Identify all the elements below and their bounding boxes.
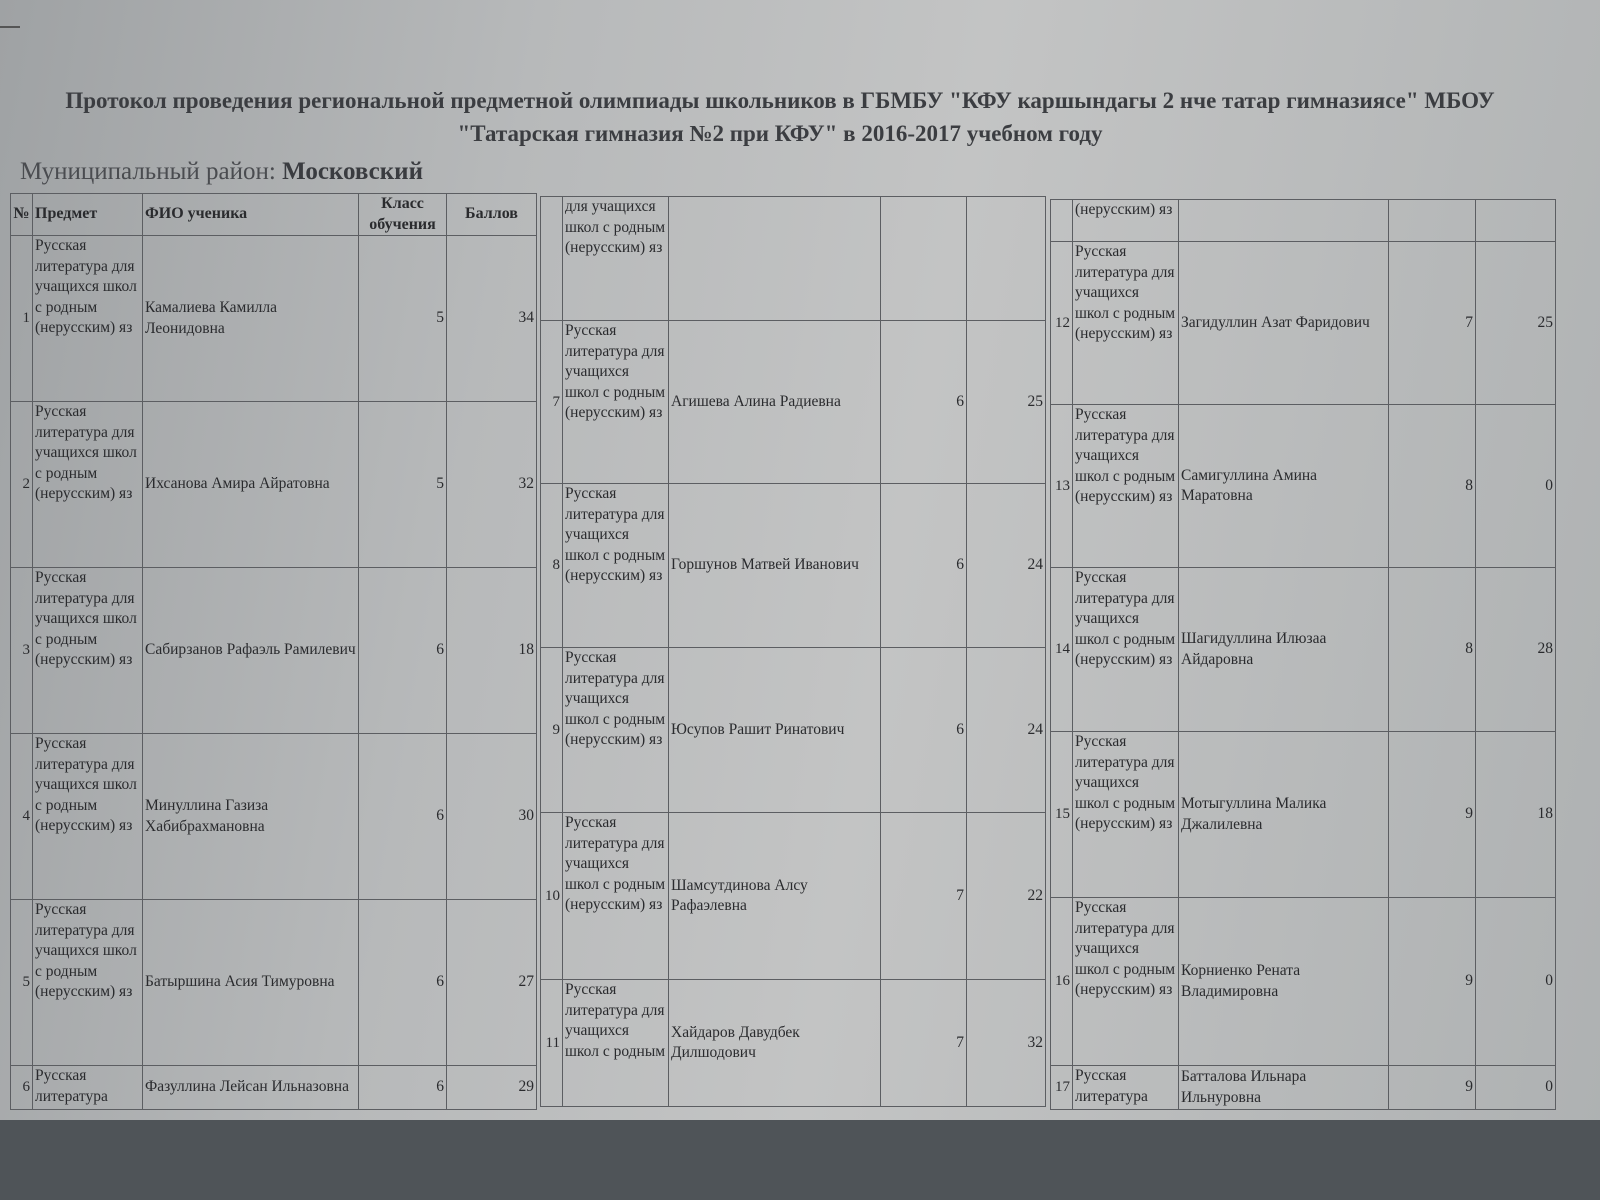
col-header-no: № bbox=[11, 194, 33, 236]
table-row-continued bbox=[541, 197, 1046, 321]
row-score: 29 bbox=[447, 1066, 537, 1110]
row-grade bbox=[1389, 200, 1476, 242]
row-subject: Русская литература для учащихся школ с родным (нерусским) яз bbox=[563, 484, 669, 648]
row-subject: Русская литература для учащихся школ с родным (нерусским) яз bbox=[1073, 732, 1179, 898]
row-score: 22 bbox=[967, 813, 1046, 980]
row-subject: Русская литература для учащихся школ с родным bbox=[563, 980, 669, 1107]
row-student: Шамсутдинова Алсу Рафаэлевна bbox=[669, 813, 881, 980]
row-grade: 6 bbox=[359, 1066, 447, 1110]
row-score: 32 bbox=[447, 402, 537, 568]
row-number: 12 bbox=[1051, 242, 1073, 405]
row-student: Сабирзанов Рафаэль Рамилевич bbox=[143, 568, 359, 734]
row-subject: Русская литература для учащихся школ с родным (нерусским) яз bbox=[563, 648, 669, 813]
row-number: 17 bbox=[1051, 1066, 1073, 1110]
row-subject: Русская литература для учащихся школ с родным (нерусским) яз bbox=[33, 236, 143, 402]
row-subject: Русская литература для учащихся школ с родным (нерусским) яз bbox=[33, 402, 143, 568]
row-student: Юсупов Рашит Ринатович bbox=[669, 648, 881, 813]
table-header-row bbox=[11, 194, 537, 236]
table-row bbox=[11, 568, 537, 734]
row-student: Корниенко Рената Владимировна bbox=[1179, 898, 1389, 1066]
row-score: 18 bbox=[1476, 732, 1556, 898]
results-table-part-3 bbox=[1050, 199, 1556, 1110]
row-grade: 8 bbox=[1389, 568, 1476, 732]
row-grade: 6 bbox=[359, 568, 447, 734]
row-student: Батыршина Асия Тимуровна bbox=[143, 900, 359, 1066]
row-number: 10 bbox=[541, 813, 563, 980]
row-student: Камалиева Камилла Леонидовна bbox=[143, 236, 359, 402]
table-row bbox=[11, 734, 537, 900]
row-number: 15 bbox=[1051, 732, 1073, 898]
district-value: Московский bbox=[282, 158, 423, 185]
district-label: Муниципальный район: bbox=[20, 158, 276, 185]
row-number: 7 bbox=[541, 321, 563, 484]
row-score: 0 bbox=[1476, 405, 1556, 568]
row-student: Минуллина Газиза Хабибрахмановна bbox=[143, 734, 359, 900]
row-student bbox=[1179, 200, 1389, 242]
results-table-part-1 bbox=[10, 193, 537, 1110]
district-line bbox=[20, 158, 423, 186]
row-subject: Русская литература для учащихся школ с родным (нерусским) яз bbox=[1073, 898, 1179, 1066]
row-score: 0 bbox=[1476, 898, 1556, 1066]
table-row bbox=[1051, 568, 1556, 732]
row-score: 34 bbox=[447, 236, 537, 402]
document-title: Протокол проведения региональной предметной олимпиады школьников в ГБМБУ "КФУ каршындагы 2 нче татар гимназиясе" МБОУ "Татарская гимназия №2 при КФУ" в 2016-2017 учебном году bbox=[65, 88, 1495, 146]
table-row bbox=[1051, 732, 1556, 898]
row-subject: Русская литература для учащихся школ с родным (нерусским) яз bbox=[563, 813, 669, 980]
row-grade: 7 bbox=[1389, 242, 1476, 405]
row-grade: 6 bbox=[881, 484, 967, 648]
table-row bbox=[11, 402, 537, 568]
row-grade bbox=[881, 197, 967, 321]
row-grade: 6 bbox=[359, 900, 447, 1066]
row-number bbox=[541, 197, 563, 321]
row-student: Шагидуллина Илюзаа Айдаровна bbox=[1179, 568, 1389, 732]
row-score: 0 bbox=[1476, 1066, 1556, 1110]
row-score: 25 bbox=[1476, 242, 1556, 405]
row-number: 6 bbox=[11, 1066, 33, 1110]
row-student: Самигуллина Амина Маратовна bbox=[1179, 405, 1389, 568]
col-header-score: Баллов bbox=[447, 194, 537, 236]
row-number: 2 bbox=[11, 402, 33, 568]
row-grade: 7 bbox=[881, 980, 967, 1107]
row-student: Горшунов Матвей Иванович bbox=[669, 484, 881, 648]
row-number: 14 bbox=[1051, 568, 1073, 732]
row-student: Хайдаров Давудбек Дилшодович bbox=[669, 980, 881, 1107]
results-table-part-2 bbox=[540, 196, 1046, 1107]
table-row bbox=[11, 1066, 537, 1110]
row-number: 3 bbox=[11, 568, 33, 734]
row-number: 16 bbox=[1051, 898, 1073, 1066]
row-score: 27 bbox=[447, 900, 537, 1066]
row-number: 11 bbox=[541, 980, 563, 1107]
row-number: 1 bbox=[11, 236, 33, 402]
row-student bbox=[669, 197, 881, 321]
row-grade: 6 bbox=[359, 734, 447, 900]
row-subject: Русская литература для учащихся школ с родным (нерусским) яз bbox=[1073, 568, 1179, 732]
row-number: 13 bbox=[1051, 405, 1073, 568]
table-row-continued bbox=[1051, 200, 1556, 242]
table-row bbox=[1051, 242, 1556, 405]
row-subject: Русская литература для учащихся школ с родным (нерусским) яз bbox=[33, 734, 143, 900]
table-row bbox=[541, 980, 1046, 1107]
row-grade: 9 bbox=[1389, 1066, 1476, 1110]
row-score bbox=[967, 197, 1046, 321]
table-row bbox=[541, 648, 1046, 813]
row-subject: Русская литература bbox=[33, 1066, 143, 1110]
row-subject: Русская литература для учащихся школ с родным (нерусским) яз bbox=[33, 900, 143, 1066]
row-score bbox=[1476, 200, 1556, 242]
table-row bbox=[541, 321, 1046, 484]
row-subject: Русская литература для учащихся школ с родным (нерусским) яз bbox=[1073, 242, 1179, 405]
table-row bbox=[541, 813, 1046, 980]
table-row bbox=[11, 236, 537, 402]
row-score: 24 bbox=[967, 648, 1046, 813]
col-header-student: ФИО ученика bbox=[143, 194, 359, 236]
col-header-grade: Класс обучения bbox=[359, 194, 447, 236]
row-number: 4 bbox=[11, 734, 33, 900]
table-row bbox=[1051, 898, 1556, 1066]
row-grade: 6 bbox=[881, 321, 967, 484]
paper-mark bbox=[0, 26, 20, 28]
row-grade: 9 bbox=[1389, 898, 1476, 1066]
row-subject: для учащихся школ с родным (нерусским) яз bbox=[563, 197, 669, 321]
row-grade: 5 bbox=[359, 402, 447, 568]
row-grade: 6 bbox=[881, 648, 967, 813]
row-grade: 8 bbox=[1389, 405, 1476, 568]
row-subject: Русская литература для учащихся школ с родным (нерусским) яз bbox=[1073, 405, 1179, 568]
row-student: Батталова Ильнара Ильнуровна bbox=[1179, 1066, 1389, 1110]
row-score: 24 bbox=[967, 484, 1046, 648]
row-score: 28 bbox=[1476, 568, 1556, 732]
row-subject: Русская литература для учащихся школ с родным (нерусским) яз bbox=[563, 321, 669, 484]
row-score: 25 bbox=[967, 321, 1046, 484]
row-student: Агишева Алина Радиевна bbox=[669, 321, 881, 484]
table-row bbox=[1051, 405, 1556, 568]
table-row bbox=[1051, 1066, 1556, 1110]
row-student: Ихсанова Амира Айратовна bbox=[143, 402, 359, 568]
row-grade: 7 bbox=[881, 813, 967, 980]
row-student: Загидуллин Азат Фаридович bbox=[1179, 242, 1389, 405]
col-header-subject: Предмет bbox=[33, 194, 143, 236]
row-subject: (нерусским) яз bbox=[1073, 200, 1179, 242]
row-score: 18 bbox=[447, 568, 537, 734]
row-student: Фазуллина Лейсан Ильназовна bbox=[143, 1066, 359, 1110]
row-number: 9 bbox=[541, 648, 563, 813]
table-row bbox=[541, 484, 1046, 648]
table-row bbox=[11, 900, 537, 1066]
row-grade: 9 bbox=[1389, 732, 1476, 898]
row-subject: Русская литература для учащихся школ с родным (нерусским) яз bbox=[33, 568, 143, 734]
row-subject: Русская литература bbox=[1073, 1066, 1179, 1110]
row-number bbox=[1051, 200, 1073, 242]
row-score: 30 bbox=[447, 734, 537, 900]
desk-background bbox=[0, 1120, 1600, 1200]
row-number: 8 bbox=[541, 484, 563, 648]
row-number: 5 bbox=[11, 900, 33, 1066]
row-score: 32 bbox=[967, 980, 1046, 1107]
row-student: Мотыгуллина Малика Джалилевна bbox=[1179, 732, 1389, 898]
row-grade: 5 bbox=[359, 236, 447, 402]
